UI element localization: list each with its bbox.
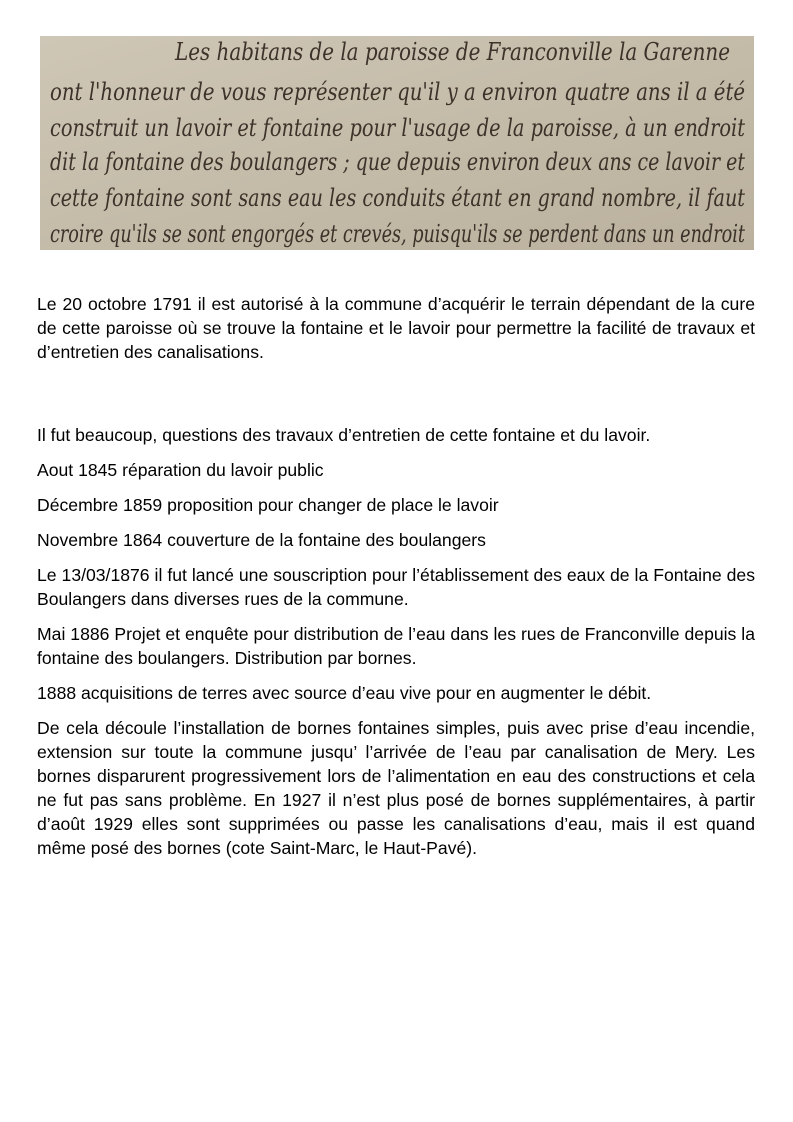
paper-background [40,36,754,250]
paragraph-1888: 1888 acquisitions de terres avec source d’eau vive pour en augmenter le débit. [37,683,652,703]
paragraph-entretien: Il fut beaucoup, questions des travaux d’entretien de cette fontaine et du lavoir. [37,425,651,445]
manuscript-line-5: cette fontaine sont sans eau les conduits étant en grand nombre, il faut [50,184,746,212]
manuscript-line-2: ont l'honneur de vous représenter qu'il y a environ quatre ans il a été [50,78,745,106]
paragraph-1886: Mai 1886 Projet et enquête pour distribution de l’eau dans les rues de Franconville depuis la fontaine des boulangers. Distribution par bornes. [37,624,755,668]
paragraph-1791: Le 20 octobre 1791 il est autorisé à la commune d’acquérir le terrain dépendant de la cure de cette paroisse où se trouve la fontaine et le lavoir pour permettre la facilité de travaux et d’entretien des canalisations. [37,294,755,362]
manuscript-line-1: Les habitans de la paroisse de Franconville la Garenne [174,38,730,66]
paragraph-bornes: De cela découle l’installation de bornes fontaines simples, puis avec prise d’eau incendie, extension sur toute la commune jusqu’ l’arrivée de l’eau par canalisation de Mery. Les bornes disparurent progressivement lors de l’alimentation en eau des constructions et cela ne fut pas sans problème. En 1927 il n’est plus posé de bornes supplémentaires, à partir d’août 1929 elles sont supprimées ou passe les canalisations d’eau, mais il est quand même posé des bornes (cote Saint-Marc, le Haut-Pavé). [37,718,755,858]
manuscript-line-4: dit la fontaine des boulangers ; que depuis environ deux ans ce lavoir et [50,148,746,176]
manuscript-line-6: croire qu'ils se sont engorgés et crevés, puisqu'ils se perdent dans un endroit [50,220,746,248]
manuscript-image [40,36,754,250]
paragraph-1876: Le 13/03/1876 il fut lancé une souscription pour l’établissement des eaux de la Fontaine des Boulangers dans diverses rues de la commune. [37,565,755,609]
manuscript-line-3: construit un lavoir et fontaine pour l'usage de la paroisse, à un endroit [50,114,746,142]
paragraph-1845: Aout 1845 réparation du lavoir public [37,460,324,480]
paragraph-1859: Décembre 1859 proposition pour changer de place le lavoir [37,495,499,515]
manuscript-svg [40,36,754,250]
document-body [37,292,755,871]
paragraph-1864: Novembre 1864 couverture de la fontaine des boulangers [37,530,486,550]
